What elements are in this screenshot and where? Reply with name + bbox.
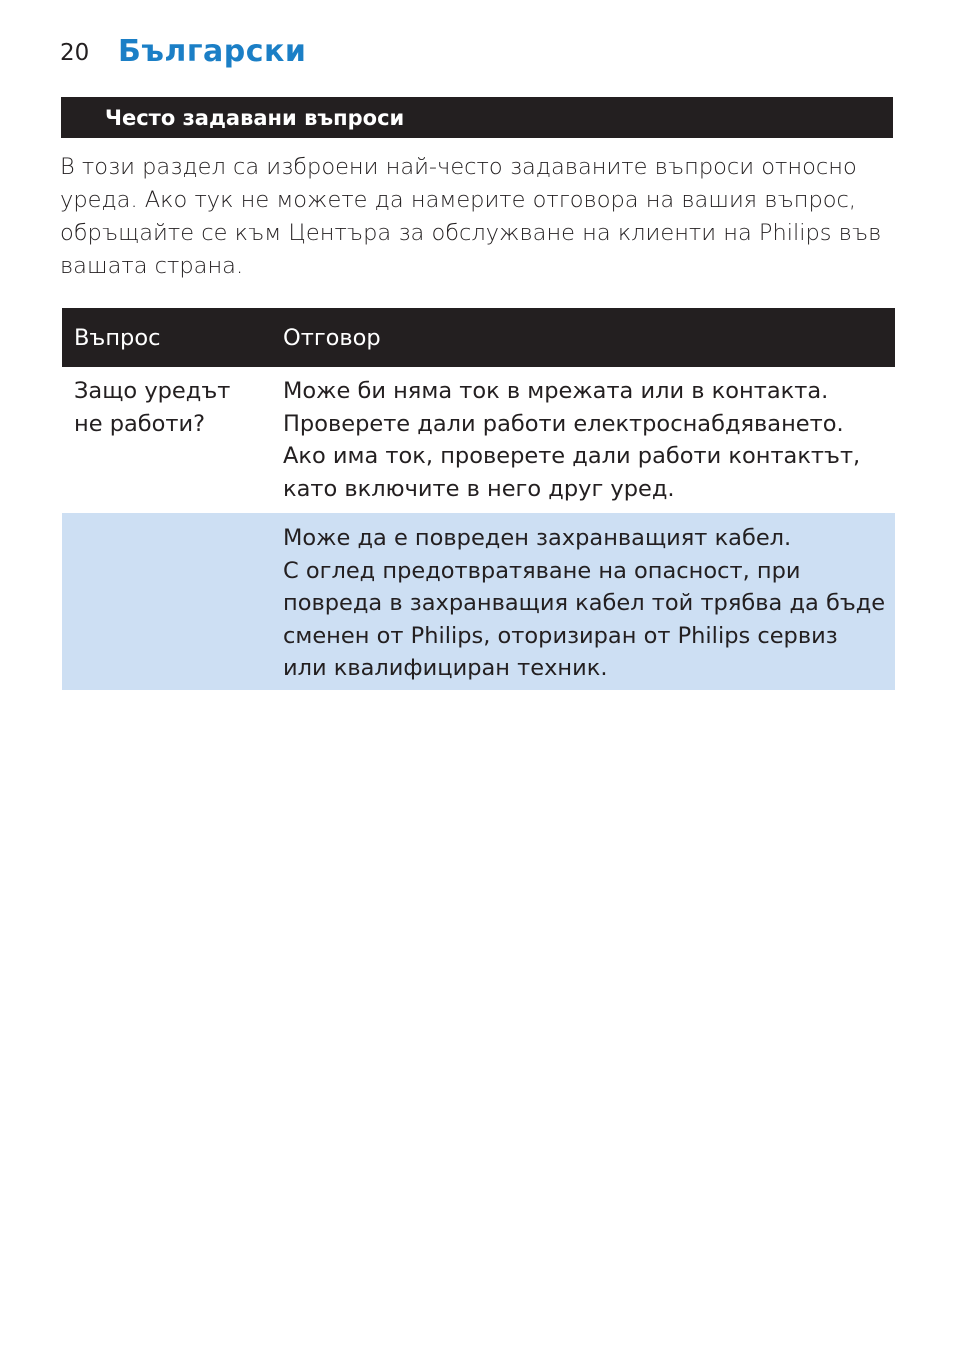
answer-line: Ако има ток, проверете дали работи контактът, xyxy=(283,443,861,469)
answer-cell xyxy=(271,367,895,513)
question-line: Защо уредът xyxy=(74,378,231,404)
question-line: не работи? xyxy=(74,410,206,437)
page-number: 20 xyxy=(60,40,90,66)
answer-line: повреда в захранващия кабел той трябва да бъде xyxy=(283,590,886,616)
section-header-bar xyxy=(61,97,893,138)
table-row xyxy=(62,367,895,513)
answer-line: като включите в него друг уред. xyxy=(283,475,675,502)
section-title: Често задавани въпроси xyxy=(105,106,405,130)
column-header-answer: Отговор xyxy=(271,308,895,367)
faq-table-header-row xyxy=(62,308,895,367)
question-cell xyxy=(62,367,271,513)
intro-line: вашата страна. xyxy=(60,253,244,279)
intro-paragraph xyxy=(60,151,890,283)
intro-line: обръщайте се към Центъра за обслужване на клиенти на Philips във xyxy=(60,220,882,246)
faq-table xyxy=(62,308,895,690)
answer-cell xyxy=(271,513,895,690)
answer-line: сменен от Philips, оторизиран от Philips сервиз xyxy=(283,622,838,649)
language-title: Български xyxy=(118,34,307,69)
question-cell xyxy=(62,513,271,690)
intro-line: В този раздел са изброени най-често задаваните въпроси относно xyxy=(60,154,857,180)
intro-line: уреда. Ако тук не можете да намерите отговора на вашия въпрос, xyxy=(60,187,857,213)
table-row xyxy=(62,513,895,690)
answer-line: С оглед предотвратяване на опасност, при xyxy=(283,557,801,584)
answer-line: Проверете дали работи електроснабдяването. xyxy=(283,410,844,437)
answer-line: Може да е повреден захранващият кабел. xyxy=(283,525,792,551)
answer-line: Може би няма ток в мрежата или в контакта. xyxy=(283,378,829,404)
answer-line: или квалифициран техник. xyxy=(283,655,608,681)
column-header-question: Въпрос xyxy=(62,308,271,367)
